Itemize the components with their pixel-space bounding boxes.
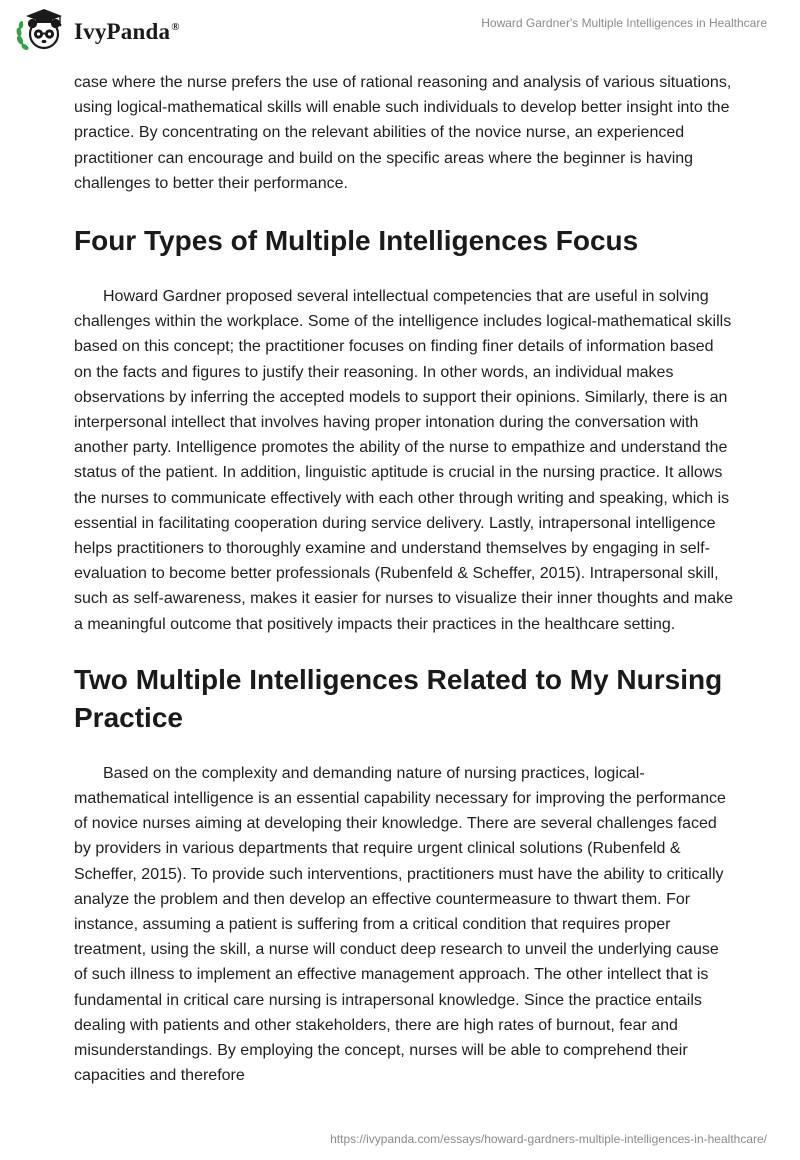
section-paragraph-two-intelligences: Based on the complexity and demanding nature of nursing practices, logical-mathematical intelligence is an essential capability necessary for improving the performance of novice nurses aiming at developing their knowledge. There are several challenges faced by providers in various departments that require urgent clinical solutions (Rubenfeld & Scheffer, 2015). To provide such interventions, practitioners must have the ability to critically analyze the problem and then develop an effective countermeasure to thwart them. For instance, assuming a patient is suffering from a critical condition that requires proper treatment, using the skill, a nurse will conduct deep research to unveil the underlying cause of such illness to implement an effective management approach. The other intellect that is fundamental in critical care nursing is intrapersonal knowledge. Since the practice entails dealing with patients and other stakeholders, there are high rates of burnout, fear and misunderstandings. By employing the concept, nurses will be able to comprehend their capacities and therefore bbox=[74, 764, 726, 1085]
section-heading-two-intelligences: Two Multiple Intelligences Related to My Nursing Practice bbox=[74, 663, 723, 733]
essay-content bbox=[74, 70, 734, 1089]
registered-mark: ® bbox=[171, 21, 180, 34]
brand-name: IvyPanda® bbox=[74, 19, 180, 44]
document-title: Howard Gardner's Multiple Intelligences in Healthcare bbox=[481, 16, 767, 30]
source-url[interactable]: https://ivypanda.com/essays/howard-gardners-multiple-intelligences-in-healthcare/ bbox=[330, 1132, 767, 1146]
panda-graduate-icon bbox=[14, 6, 70, 54]
section-heading-four-types: Four Types of Multiple Intelligences Focus bbox=[74, 225, 639, 257]
page-header bbox=[0, 0, 800, 60]
ivypanda-logo[interactable] bbox=[14, 6, 180, 54]
intro-paragraph: case where the nurse prefers the use of rational reasoning and analysis of various situations, using logical-mathematical skills will enable such individuals to develop better insight into the practice. By concentrating on the relevant abilities of the novice nurse, an experienced practitioner can encourage and build on the specific areas where the beginner is having challenges to better their performance. bbox=[74, 74, 732, 192]
section-paragraph-four-types: Howard Gardner proposed several intellectual competencies that are useful in solving challenges within the workplace. Some of the intelligence includes logical-mathematical skills based on this concept; the practitioner focuses on finding finer details of information based on the facts and figures to justify their reasoning. In other words, an individual makes observations by inferring the accepted models to support their opinions. Similarly, there is an interpersonal intellect that involves having proper intonation during the conversation with another party. Intelligence promotes the ability of the nurse to empathize and understand the status of the patient. In addition, linguistic aptitude is crucial in the nursing practice. It allows the nurses to communicate effectively with each other through writing and speaking, which is essential in facilitating cooperation during service delivery. Lastly, intrapersonal intelligence helps practitioners to thoroughly examine and understand themselves by engaging in self-evaluation to become better professionals (Rubenfeld & Scheffer, 2015). Intrapersonal skill, such as self-awareness, makes it easier for nurses to visualize their inner thoughts and make a meaningful outcome that positively impacts their practices in the healthcare setting. bbox=[74, 288, 733, 633]
